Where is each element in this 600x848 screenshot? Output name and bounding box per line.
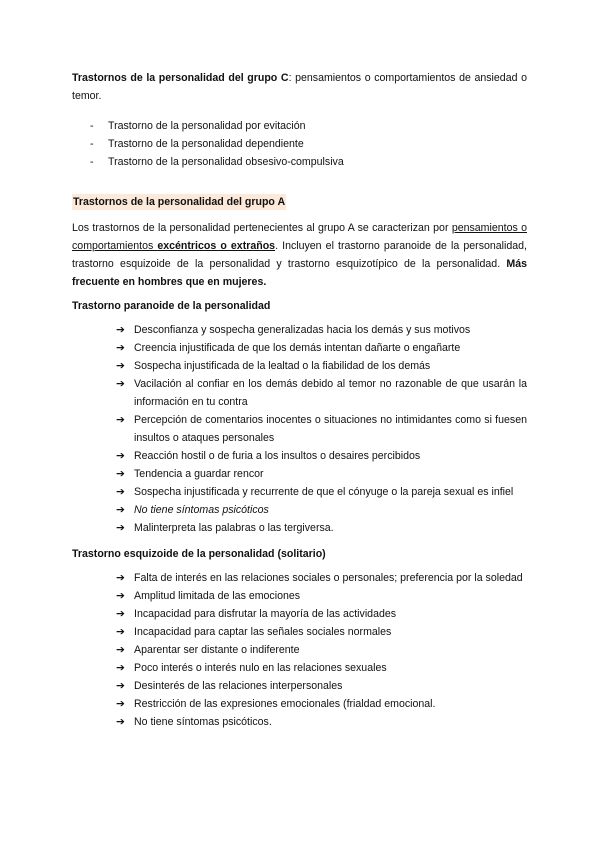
document-page xyxy=(72,69,527,739)
arrow-icon: ➔ xyxy=(116,626,125,638)
underlined-phrase: pensamientos o comportamientos excéntricos o extraños xyxy=(72,222,527,252)
paranoide-title: Trastorno paranoide de la personalidad xyxy=(72,300,271,312)
list-item: ➔ Sospecha injustificada de la lealtad o la fiabilidad de los demás xyxy=(72,357,527,375)
list-item: ➔ Amplitud limitada de las emociones xyxy=(72,587,527,605)
dash-bullet: - xyxy=(90,138,94,150)
list-item: ➔ Desinterés de las relaciones interpersonales xyxy=(72,677,527,695)
list-item: ➔ Poco interés o interés nulo en las relaciones sexuales xyxy=(72,659,527,677)
list-item: ➔ Creencia injustificada de que los demás intentan dañarte o engañarte xyxy=(72,339,527,357)
list-item: ➔ Vacilación al confiar en los demás debido al temor no razonable de que usarán la información en tu contra xyxy=(72,375,527,411)
arrow-icon: ➔ xyxy=(116,468,125,480)
arrow-icon: ➔ xyxy=(116,378,125,390)
list-item: ➔ No tiene síntomas psicóticos. xyxy=(72,713,527,731)
list-item: ➔ Desconfianza y sospecha generalizadas hacia los demás y sus motivos xyxy=(72,321,527,339)
grupo-a-paragraph: Los trastornos de la personalidad pertenecientes al grupo A se caracterizan por pensamientos o comportamientos excéntricos o extraños. Incluyen el trastorno paranoide de la personalidad, trastorno esquizoide de la personalidad y trastorno esquizotípico de la personalidad. Más frecuente en hombres que en mujeres. xyxy=(72,222,527,288)
arrow-icon: ➔ xyxy=(116,698,125,710)
paranoide-list xyxy=(72,321,527,537)
grupo-c-title: Trastornos de la personalidad del grupo C xyxy=(72,72,289,84)
frequency-note: Más frecuente en hombres que en mujeres. xyxy=(72,258,527,288)
arrow-icon: ➔ xyxy=(116,716,125,728)
grupo-a-heading: Trastornos de la personalidad del grupo A xyxy=(73,196,286,208)
list-item: - Trastorno de la personalidad obsesivo-compulsiva xyxy=(72,153,527,171)
list-item: ➔ No tiene síntomas psicóticos xyxy=(72,501,527,519)
arrow-icon: ➔ xyxy=(116,450,125,462)
arrow-icon: ➔ xyxy=(116,662,125,674)
list-item: ➔ Sospecha injustificada y recurrente de que el cónyuge o la pareja sexual es infiel xyxy=(72,483,527,501)
dash-bullet: - xyxy=(90,120,94,132)
dash-bullet: - xyxy=(90,156,94,168)
arrow-icon: ➔ xyxy=(116,324,125,336)
list-item: ➔ Incapacidad para disfrutar la mayoría de las actividades xyxy=(72,605,527,623)
arrow-icon: ➔ xyxy=(116,342,125,354)
arrow-icon: ➔ xyxy=(116,608,125,620)
list-item: ➔ Falta de interés en las relaciones sociales o personales; preferencia por la soledad xyxy=(72,569,527,587)
arrow-icon: ➔ xyxy=(116,522,125,534)
esquizoide-list xyxy=(72,569,527,731)
list-item: ➔ Malinterpreta las palabras o las tergiversa. xyxy=(72,519,527,537)
list-item: - Trastorno de la personalidad por evitación xyxy=(72,117,527,135)
list-item: ➔ Reacción hostil o de furia a los insultos o desaires percibidos xyxy=(72,447,527,465)
arrow-icon: ➔ xyxy=(116,590,125,602)
arrow-icon: ➔ xyxy=(116,360,125,372)
grupo-c-list xyxy=(72,117,527,171)
list-item: ➔ Aparentar ser distante o indiferente xyxy=(72,641,527,659)
list-item: ➔ Percepción de comentarios inocentes o situaciones no intimidantes como si fuesen insultos o ataques personales xyxy=(72,411,527,447)
esquizoide-title: Trastorno esquizoide de la personalidad (solitario) xyxy=(72,548,326,560)
list-item: ➔ Restricción de las expresiones emocionales (frialdad emocional. xyxy=(72,695,527,713)
arrow-icon: ➔ xyxy=(116,572,125,584)
arrow-icon: ➔ xyxy=(116,486,125,498)
list-item: ➔ Tendencia a guardar rencor xyxy=(72,465,527,483)
arrow-icon: ➔ xyxy=(116,680,125,692)
grupo-c-intro xyxy=(72,69,527,105)
grupo-c-desc: : pensamientos o comportamientos de ansiedad o temor. xyxy=(72,72,527,102)
list-item: ➔ Incapacidad para captar las señales sociales normales xyxy=(72,623,527,641)
arrow-icon: ➔ xyxy=(116,504,125,516)
list-item: - Trastorno de la personalidad dependiente xyxy=(72,135,527,153)
arrow-icon: ➔ xyxy=(116,644,125,656)
arrow-icon: ➔ xyxy=(116,414,125,426)
